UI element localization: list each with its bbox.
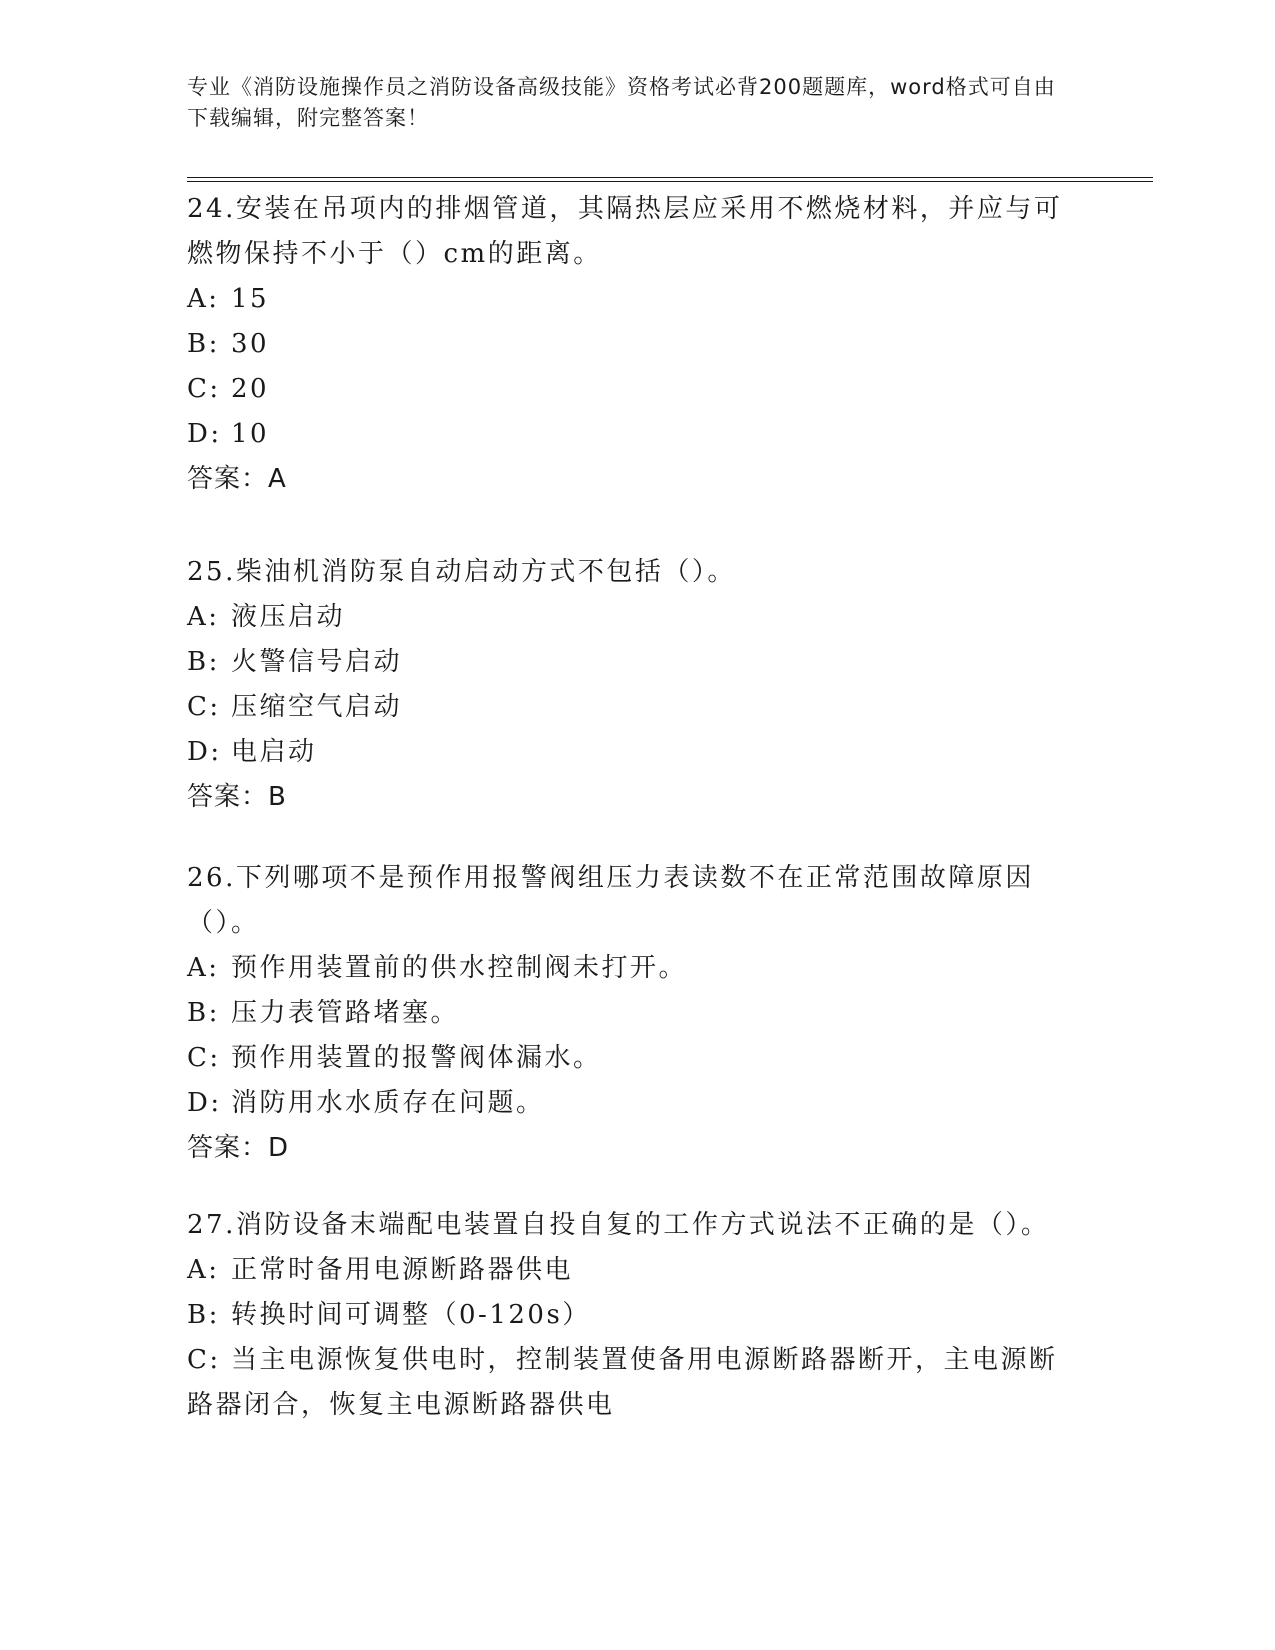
option-key: A: <box>187 1255 220 1285</box>
question-stem: 24.安装在吊项内的排烟管道，其隔热层应采用不燃烧材料，并应与可燃物保持不小于（）cm的距离。 <box>187 194 1063 269</box>
header-divider-top <box>187 177 1153 178</box>
document-header: 专业《消防设施操作员之消防设备高级技能》资格考试必背200题题库，word格式可自由下载编辑，附完整答案！ <box>187 75 1056 130</box>
question-stem: 26.下列哪项不是预作用报警阀组压力表读数不在正常范围故障原因（）。 <box>187 863 1034 938</box>
option-key: A: <box>187 284 220 314</box>
option-text: 消防用水水质存在问题。 <box>231 1088 545 1118</box>
option-key: D: <box>187 737 222 767</box>
option-c <box>187 1036 1067 1081</box>
option-a <box>187 277 1067 322</box>
answer-line: 答案：B <box>187 782 287 812</box>
option-c <box>187 367 1067 412</box>
option-key: C: <box>187 1043 221 1073</box>
option-key: C: <box>187 692 221 722</box>
question-stem: 27.消防设备末端配电装置自投自复的工作方式说法不正确的是（）。 <box>187 1210 1050 1240</box>
question-24 <box>187 187 1067 502</box>
option-b <box>187 322 1067 367</box>
header-divider-bottom <box>187 181 1153 182</box>
option-key: A: <box>187 602 220 632</box>
option-key: A: <box>187 953 220 983</box>
answer-line: 答案：D <box>187 1133 290 1163</box>
option-key: B: <box>187 1300 220 1330</box>
option-a <box>187 946 1067 991</box>
question-26 <box>187 856 1067 1171</box>
option-key: C: <box>187 374 221 404</box>
option-b <box>187 640 1067 685</box>
question-27 <box>187 1203 1067 1428</box>
option-text: 20 <box>231 374 270 404</box>
option-text: 转换时间可调整（0-120s） <box>231 1300 591 1330</box>
option-text: 火警信号启动 <box>231 647 403 677</box>
option-key: D: <box>187 419 222 449</box>
option-b <box>187 991 1067 1036</box>
option-key: B: <box>187 998 220 1028</box>
answer-line: 答案：A <box>187 464 287 494</box>
option-text: 30 <box>231 329 270 359</box>
option-d <box>187 412 1067 457</box>
option-text: 正常时备用电源断路器供电 <box>231 1255 574 1285</box>
option-text: 预作用装置前的供水控制阀未打开。 <box>231 953 688 983</box>
option-key: B: <box>187 329 220 359</box>
option-text: 电启动 <box>231 737 317 767</box>
option-text: 当主电源恢复供电时，控制装置使备用电源断路器断开，主电源断路器闭合，恢复主电源断路器供电 <box>187 1345 1058 1420</box>
option-a <box>187 1248 1067 1293</box>
option-text: 10 <box>231 419 270 449</box>
option-text: 液压启动 <box>231 602 346 632</box>
option-a <box>187 595 1067 640</box>
option-d <box>187 1081 1067 1126</box>
option-c-wrapped <box>187 1338 1067 1428</box>
option-text: 压缩空气启动 <box>231 692 403 722</box>
option-c <box>187 685 1067 730</box>
option-key: C: <box>187 1345 221 1375</box>
option-text: 15 <box>231 284 270 314</box>
question-25 <box>187 550 1067 820</box>
option-key: B: <box>187 647 220 677</box>
question-stem: 25.柴油机消防泵自动启动方式不包括（）。 <box>187 557 736 587</box>
option-text: 压力表管路堵塞。 <box>231 998 460 1028</box>
option-b <box>187 1293 1067 1338</box>
option-text: 预作用装置的报警阀体漏水。 <box>231 1043 602 1073</box>
option-d <box>187 730 1067 775</box>
option-key: D: <box>187 1088 222 1118</box>
